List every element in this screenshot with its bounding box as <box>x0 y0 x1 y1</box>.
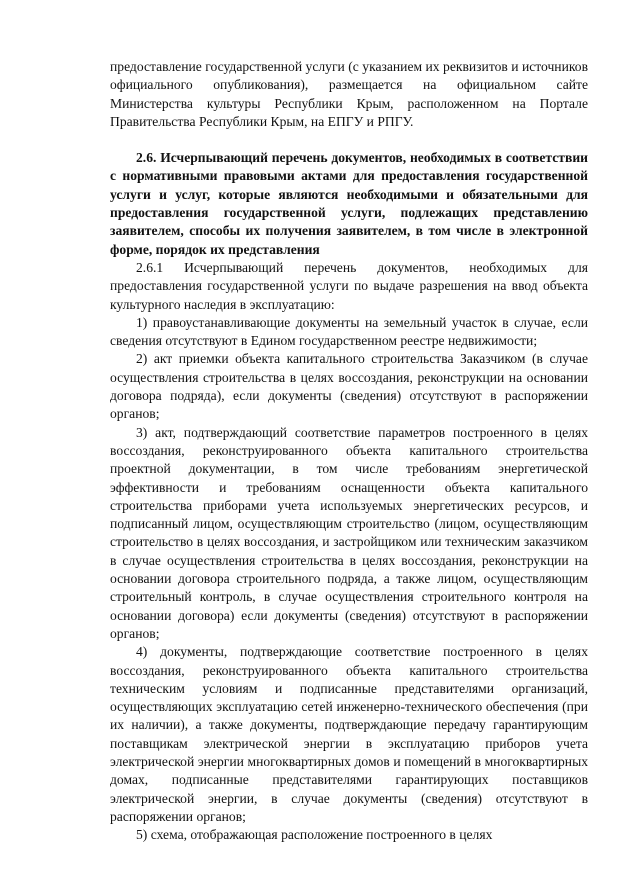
section-heading-2-6: 2.6. Исчерпывающий перечень документов, необходимых в соответствии с нормативными правовыми актами для предоставления государственной услуги и услуг, которые являются необходимыми и обязательными для предоставления государственной услуги, подлежащих представлению заявителем, способы их получения заявителем, в том числе в электронной форме, порядок их представления <box>110 150 588 257</box>
list-item-3: 3) акт, подтверждающий соответствие параметров построенного в целях воссоздания, реконструированного объекта капитального строительства проектной документации, в том числе требованиям энергетической эффективности и требованиям оснащенности объекта капитального строительства приборами учета используемых энергетических ресурсов, и подписанный лицом, осуществляющим строительство (лицом, осуществляющим строительство в целях воссоздания, и застройщиком или техническим заказчиком в случае осуществления строительства в целях воссоздания, реконструкции на основании договора строительного подряда, а также лицом, осуществляющим строительный контроль, в случае осуществления строительного контроля на основании договора) если документы (сведения) отсутствуют в распоряжении органов; <box>110 424 588 641</box>
document-page <box>110 58 588 844</box>
list-item-1: 1) правоустанавливающие документы на земельный участок в случае, если сведения отсутствуют в Едином государственном реестре недвижимости; <box>110 314 588 349</box>
list-item-2: 2) акт приемки объекта капитального строительства Заказчиком (в случае осуществления строительства в целях воссоздания, реконструкции на основании договора подряда), если документы (сведения) отсутствуют в распоряжении органов; <box>110 351 588 422</box>
list-item-4: 4) документы, подтверждающие соответствие построенного в целях воссоздания, реконструированного объекта капитального строительства техническим условиям и подписанные представителями организаций, осуществляющих эксплуатацию сетей инженерно-технического обеспечения (при их наличии), а также документы, подтверждающие передачу гарантирующим поставщикам электрической энергии в эксплуатацию приборов учета электрической энергии многоквартирных домов и помещений в многоквартирных домах, подписанные представителями гарантирующих поставщиков электрической энергии, в случае документы (сведения) отсутствуют в распоряжении органов; <box>110 644 588 824</box>
paragraph-2-6-1: 2.6.1 Исчерпывающий перечень документов, необходимых для предоставления государственной услуги по выдаче разрешения на ввод объекта культурного наследия в эксплуатацию: <box>110 259 588 312</box>
paragraph-intro: предоставление государственной услуги (с указанием их реквизитов и источников официального опубликования), размещается на официальном сайте Министерства культуры Республики Крым, расположенном на Портале Правительства Республики Крым, на ЕПГУ и РПГУ. <box>110 59 588 129</box>
list-item-5: 5) схема, отображающая расположение построенного в целях <box>136 827 493 843</box>
